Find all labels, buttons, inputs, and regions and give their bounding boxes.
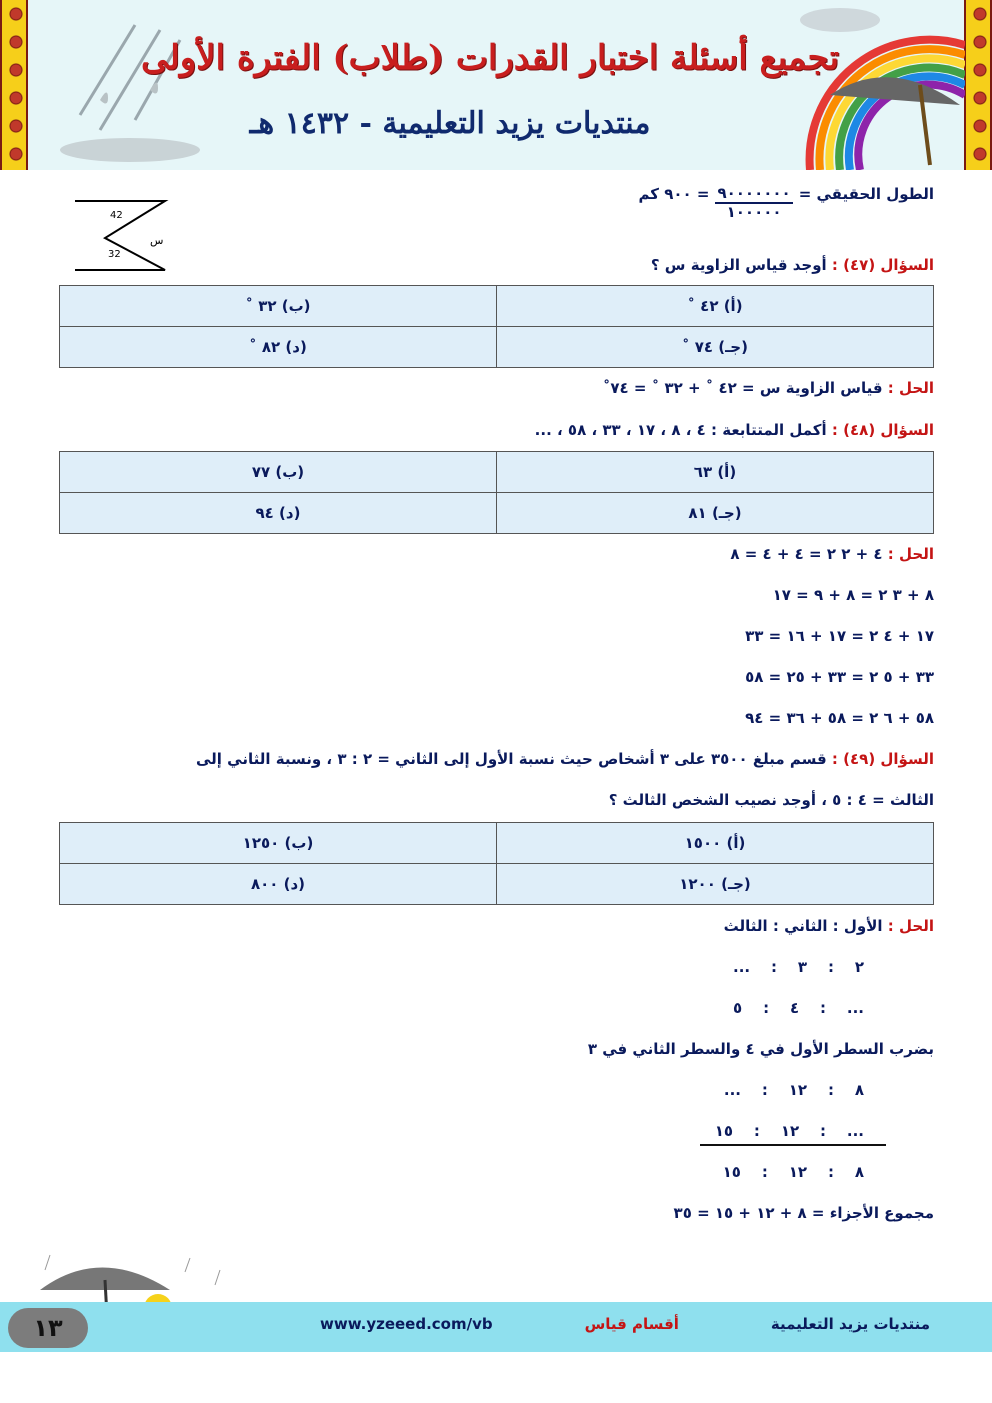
real-length-result: = ٩٠٠ كم xyxy=(638,185,710,203)
sum-of-parts: مجموع الأجزاء = ٨ + ١٢ + ١٥ = ٣٥ xyxy=(673,1204,934,1222)
question-48-options xyxy=(59,451,934,534)
ratio-row-1: ٢ : ٣ : ... xyxy=(733,958,864,976)
ratio-divider xyxy=(700,1144,886,1146)
ratio-row-3: ٨ : ١٢ : ... xyxy=(723,1081,864,1099)
footer-forum-name: منتديات يزيد التعليمية xyxy=(770,1315,930,1333)
rainbow-umbrella-icon xyxy=(780,5,965,170)
option-b[interactable]: (ب) ١٢٥٠ xyxy=(60,823,497,864)
question-49-text-2: الثالث = ٤ : ٥ ، أوجد نصيب الشخص الثالث ؟ xyxy=(608,791,934,809)
solution-step-3: ١٧ + ٤ ٢ = ١٧ + ١٦ = ٣٣ xyxy=(745,627,934,645)
question-48-solution xyxy=(730,545,934,563)
question-49-label: السؤال (٤٩) : xyxy=(831,750,934,768)
solution-step-4: ٣٣ + ٥ ٢ = ٣٣ + ٢٥ = ٥٨ xyxy=(745,668,934,686)
solution-step-1: ٤ + ٢ ٢ = ٤ + ٤ = ٨ xyxy=(730,545,883,563)
ratio-row-5: ٨ : ١٢ : ١٥ xyxy=(722,1163,864,1181)
ratio-header: الأول : الثاني : الثالث xyxy=(723,917,883,935)
footer-url-link[interactable]: www.yzeeed.com/vb xyxy=(320,1315,493,1333)
question-47-label: السؤال (٤٧) : xyxy=(831,256,934,274)
option-c[interactable]: (جـ) ٧٤ ˚ xyxy=(497,327,934,368)
angle-figure xyxy=(70,196,180,276)
fraction-denominator: ١٠٠٠٠٠ xyxy=(726,203,782,221)
angle-label-32: 32 xyxy=(108,249,121,260)
question-47-text: أوجد قياس الزاوية س ؟ xyxy=(650,256,827,274)
real-length-label: الطول الحقيقي = xyxy=(798,185,934,203)
option-d[interactable]: (د) ٩٤ xyxy=(60,493,497,534)
question-47-options xyxy=(59,285,934,368)
question-49-solution xyxy=(724,917,934,935)
option-d[interactable]: (د) ٨٢ ˚ xyxy=(60,327,497,368)
fraction-numerator: ٩٠٠٠٠٠٠٠ xyxy=(717,184,791,202)
solution-label: الحل : xyxy=(887,545,934,563)
angle-label-42: 42 xyxy=(110,210,123,221)
fraction xyxy=(715,185,792,221)
question-47 xyxy=(651,256,934,274)
question-48-text: أكمل المتتابعة : ٤ ، ٨ ، ١٧ ، ٣٣ ، ٥٨ ، ... xyxy=(534,421,827,439)
option-a[interactable]: (أ) ١٥٠٠ xyxy=(497,823,934,864)
solution-step-5: ٥٨ + ٦ ٢ = ٥٨ + ٣٦ = ٩٤ xyxy=(745,709,934,727)
option-d[interactable]: (د) ٨٠٠ xyxy=(60,864,497,905)
decorative-border-left xyxy=(0,0,28,170)
footer-links xyxy=(320,1315,930,1333)
question-47-solution xyxy=(603,379,934,397)
ratio-row-2: ... : ٤ : ٥ xyxy=(733,999,864,1017)
page-title: تجميع أسئلة اختبار القدرات (طلاب) الفترة الأولى xyxy=(141,38,839,78)
multiply-instruction: بضرب السطر الأول في ٤ والسطر الثاني في ٣ xyxy=(587,1040,934,1058)
option-a[interactable]: (أ) ٦٣ xyxy=(497,452,934,493)
option-c[interactable]: (جـ) ١٢٠٠ xyxy=(497,864,934,905)
option-b[interactable]: (ب) ٣٢ ˚ xyxy=(60,286,497,327)
solution-label: الحل : xyxy=(887,917,934,935)
header-banner xyxy=(0,0,992,170)
option-c[interactable]: (جـ) ٨١ xyxy=(497,493,934,534)
option-a[interactable]: (أ) ٤٢ ˚ xyxy=(497,286,934,327)
question-48-label: السؤال (٤٨) : xyxy=(831,421,934,439)
question-49-options xyxy=(59,822,934,905)
angle-label-x: س xyxy=(150,234,164,247)
solution-text: قياس الزاوية س = ٤٢ ˚ + ٣٢ ˚ = ٧٤˚ xyxy=(602,379,883,397)
question-49 xyxy=(196,750,934,768)
footer-section-link[interactable]: أقسام قياس xyxy=(584,1315,679,1333)
option-b[interactable]: (ب) ٧٧ xyxy=(60,452,497,493)
page-subtitle: منتديات يزيد التعليمية - ١٤٣٢ هـ xyxy=(249,106,651,141)
solution-step-2: ٨ + ٣ ٢ = ٨ + ٩ = ١٧ xyxy=(772,586,934,604)
question-49-text-1: قسم مبلغ ٣٥٠٠ على ٣ أشخاص حيث نسبة الأول إلى الثاني = ٢ : ٣ ، ونسبة الثاني إلى xyxy=(196,750,827,768)
question-48 xyxy=(535,421,934,439)
decorative-border-right xyxy=(964,0,992,170)
solution-label: الحل : xyxy=(887,379,934,397)
page-number: ١٣ xyxy=(8,1308,88,1348)
ratio-row-4: ... : ١٢ : ١٥ xyxy=(714,1122,864,1140)
real-length-line xyxy=(638,185,934,221)
